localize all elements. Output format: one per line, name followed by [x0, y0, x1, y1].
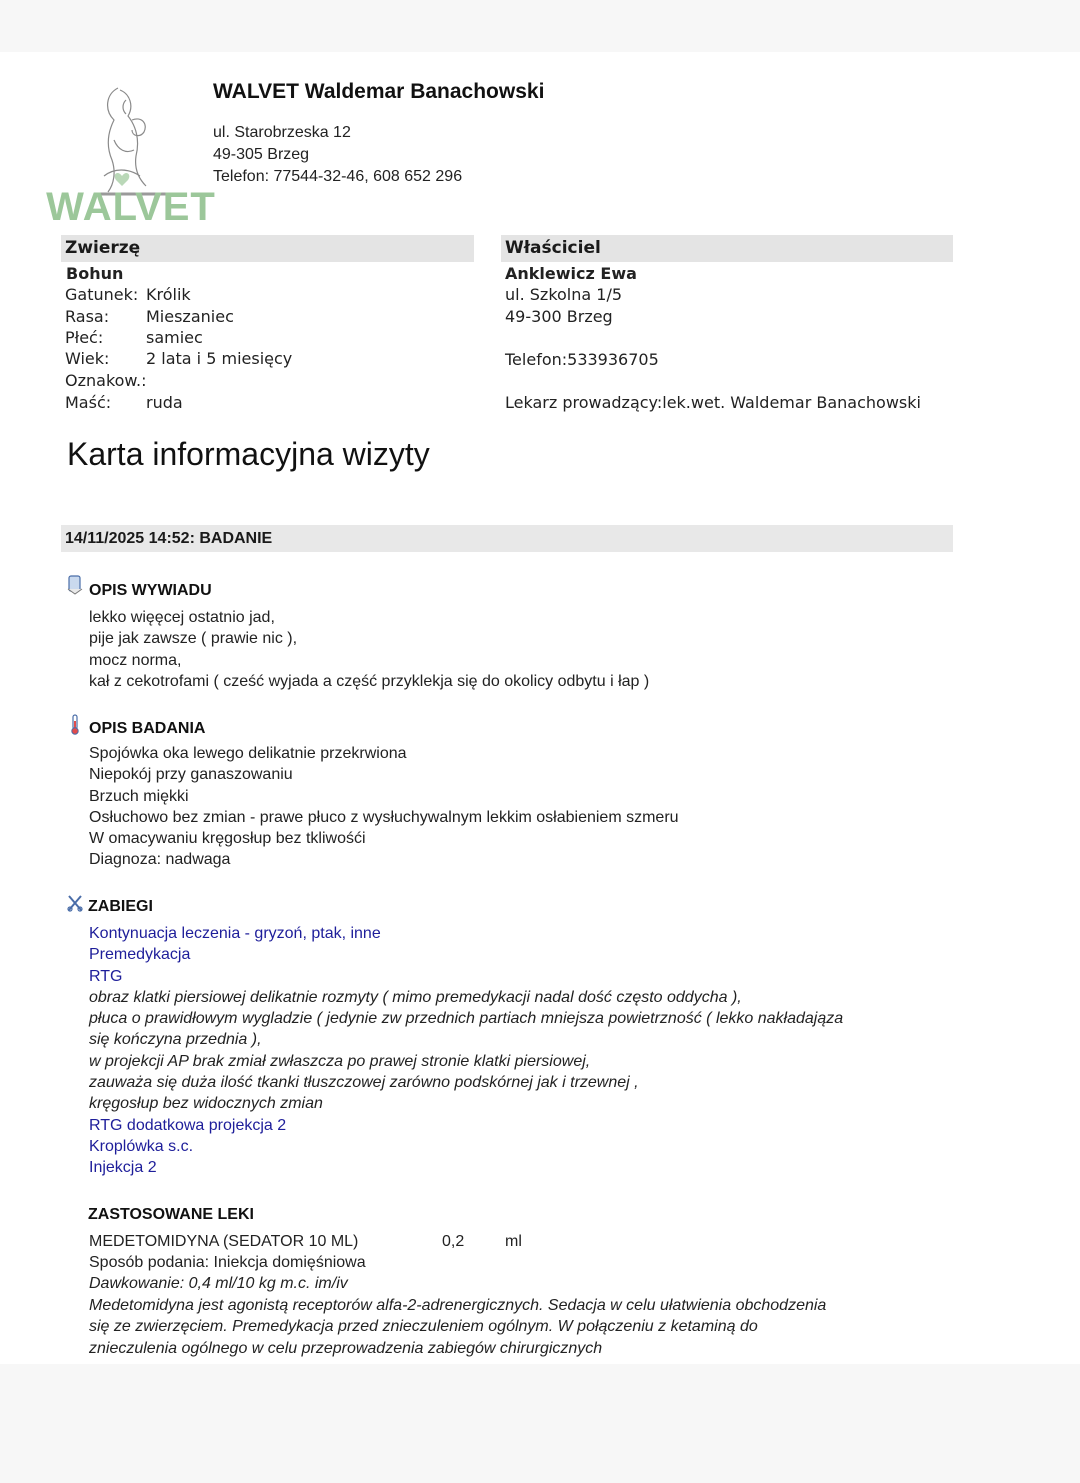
field-label: Płeć:: [65, 328, 104, 347]
field-label: Wiek:: [65, 349, 110, 368]
drug-description-line: znieczulenia ogólnego w celu przeprowadzenia zabiegów chirurgicznych: [89, 1339, 603, 1357]
interview-line: kał z cekotrofami ( cześć wyjada a część przyklekja się do okolicy odbytu i łap ): [89, 672, 650, 690]
examination-line: Diagnoza: nadwaga: [89, 851, 231, 869]
animal-name: Bohun: [66, 264, 124, 283]
drug-dosage: Dawkowanie: 0,4 ml/10 kg m.c. im/iv: [89, 1275, 348, 1292]
interview-text: [89, 607, 649, 692]
procedure-note: się kończyna przednia ),: [89, 1031, 262, 1049]
visit-header: 14/11/2025 14:52: BADANIE: [61, 525, 953, 552]
procedure-item: RTG dodatkowa projekcja 2: [89, 1116, 287, 1134]
thermometer-icon: [68, 714, 86, 736]
interview-line: pije jak zawsze ( prawie nic ),: [89, 630, 298, 648]
procedure-note: w projekcji AP brak zmiał zwłaszcza po prawej stronie klatki piersiowej,: [89, 1052, 591, 1070]
field-value: ruda: [146, 393, 183, 412]
field-value: Mieszaniec: [146, 307, 234, 326]
drug-unit: ml: [505, 1233, 522, 1250]
field-label: Oznakow.:: [65, 371, 147, 390]
examination-line: Osłuchowo bez zmian - prawe płuco z wysłuchywalnym lekkim osłabieniem szmeru: [89, 808, 679, 826]
examination-line: W omacywaniu kręgosłup bez tkliwośći: [89, 830, 366, 848]
examination-title: OPIS BADANIA: [89, 720, 206, 737]
animal-header: Zwierzę: [61, 235, 474, 262]
drugs-title: ZASTOSOWANE LEKI: [88, 1206, 254, 1223]
field-label: Rasa:: [65, 307, 110, 326]
field-value: 2 lata i 5 miesięcy: [146, 349, 293, 368]
examination-line: Brzuch miękki: [89, 787, 189, 805]
procedure-note: płuca o prawidłowym wygladzie ( jedynie zw przednich partiach mniejsza powietrzność ( lekko nakładająza: [89, 1010, 844, 1028]
drug-description-line: Medetomidyna jest agonistą receptorów alfa-2-adrenergicznych. Sedacja w celu ułatwienia obchodzenia: [89, 1297, 827, 1314]
logo-text: WALVET: [46, 185, 216, 229]
clinic-address: [213, 122, 462, 188]
attending-doctor: Lekarz prowadzący:lek.wet. Waldemar Banachowski: [505, 393, 921, 412]
owner-phone: Telefon:533936705: [505, 350, 659, 369]
owner-header: Właściciel: [501, 235, 953, 262]
procedures-title: ZABIEGI: [88, 898, 153, 915]
examination-line: Spojówka oka lewego delikatnie przekrwiona: [89, 745, 407, 762]
field-value: Królik: [146, 285, 191, 304]
owner-city: 49-300 Brzeg: [505, 307, 613, 326]
drug-route: Sposób podania: Iniekcja domięśniowa: [89, 1254, 366, 1271]
walvet-logo: [46, 80, 216, 229]
owner-street: ul. Szkolna 1/5: [505, 285, 623, 304]
interview-title: OPIS WYWIADU: [89, 582, 212, 599]
logo-graphic: [46, 80, 216, 229]
interview-icon: [66, 574, 84, 596]
document-page: [0, 52, 1080, 1364]
clinic-city: 49-305 Brzeg: [213, 146, 310, 163]
procedure-item: RTG: [89, 967, 123, 985]
procedure-item: Premedykacja: [89, 946, 191, 964]
procedure-item: Kroplówka s.c.: [89, 1137, 194, 1155]
drug-description-line: się ze zwierzęciem. Premedykacja przed znieczuleniem ogólnym. W połączeniu z ketaminą do: [89, 1318, 758, 1336]
drug-description: [89, 1295, 826, 1359]
procedures-list: [89, 923, 843, 1179]
drug-name: MEDETOMIDYNA (SEDATOR 10 ML): [89, 1233, 359, 1250]
document-title: Karta informacyjna wizyty: [67, 436, 430, 472]
field-value: samiec: [146, 328, 203, 347]
procedure-note: zauważa się duża ilość tkanki tłuszczowej zarówno podskórnej jak i trzewnej ,: [89, 1074, 639, 1092]
drug-row: [89, 1231, 989, 1253]
owner-name: Anklewicz Ewa: [505, 264, 637, 283]
procedure-item: Injekcja 2: [89, 1159, 157, 1177]
examination-line: Niepokój przy ganaszowaniu: [89, 766, 293, 784]
interview-line: mocz norma,: [89, 651, 182, 669]
procedure-note: kręgosłup bez widocznych zmian: [89, 1095, 323, 1113]
clinic-name: WALVET Waldemar Banachowski: [213, 80, 545, 103]
field-label: Gatunek:: [65, 285, 139, 304]
procedure-note: obraz klatki piersiowej delikatnie rozmyty ( mimo premedykacji nadal dość często oddycha ),: [89, 988, 742, 1006]
clinic-phone: Telefon: 77544-32-46, 608 652 296: [213, 168, 463, 185]
interview-line: lekko więęcej ostatnio jad,: [89, 609, 275, 626]
examination-text: [89, 743, 679, 871]
clinic-street: ul. Starobrzeska 12: [213, 124, 351, 141]
procedure-icon: [66, 893, 84, 915]
drug-dose: 0,2: [442, 1233, 465, 1250]
procedure-item: Kontynuacja leczenia - gryzoń, ptak, inne: [89, 925, 381, 942]
field-label: Maść:: [65, 393, 112, 412]
